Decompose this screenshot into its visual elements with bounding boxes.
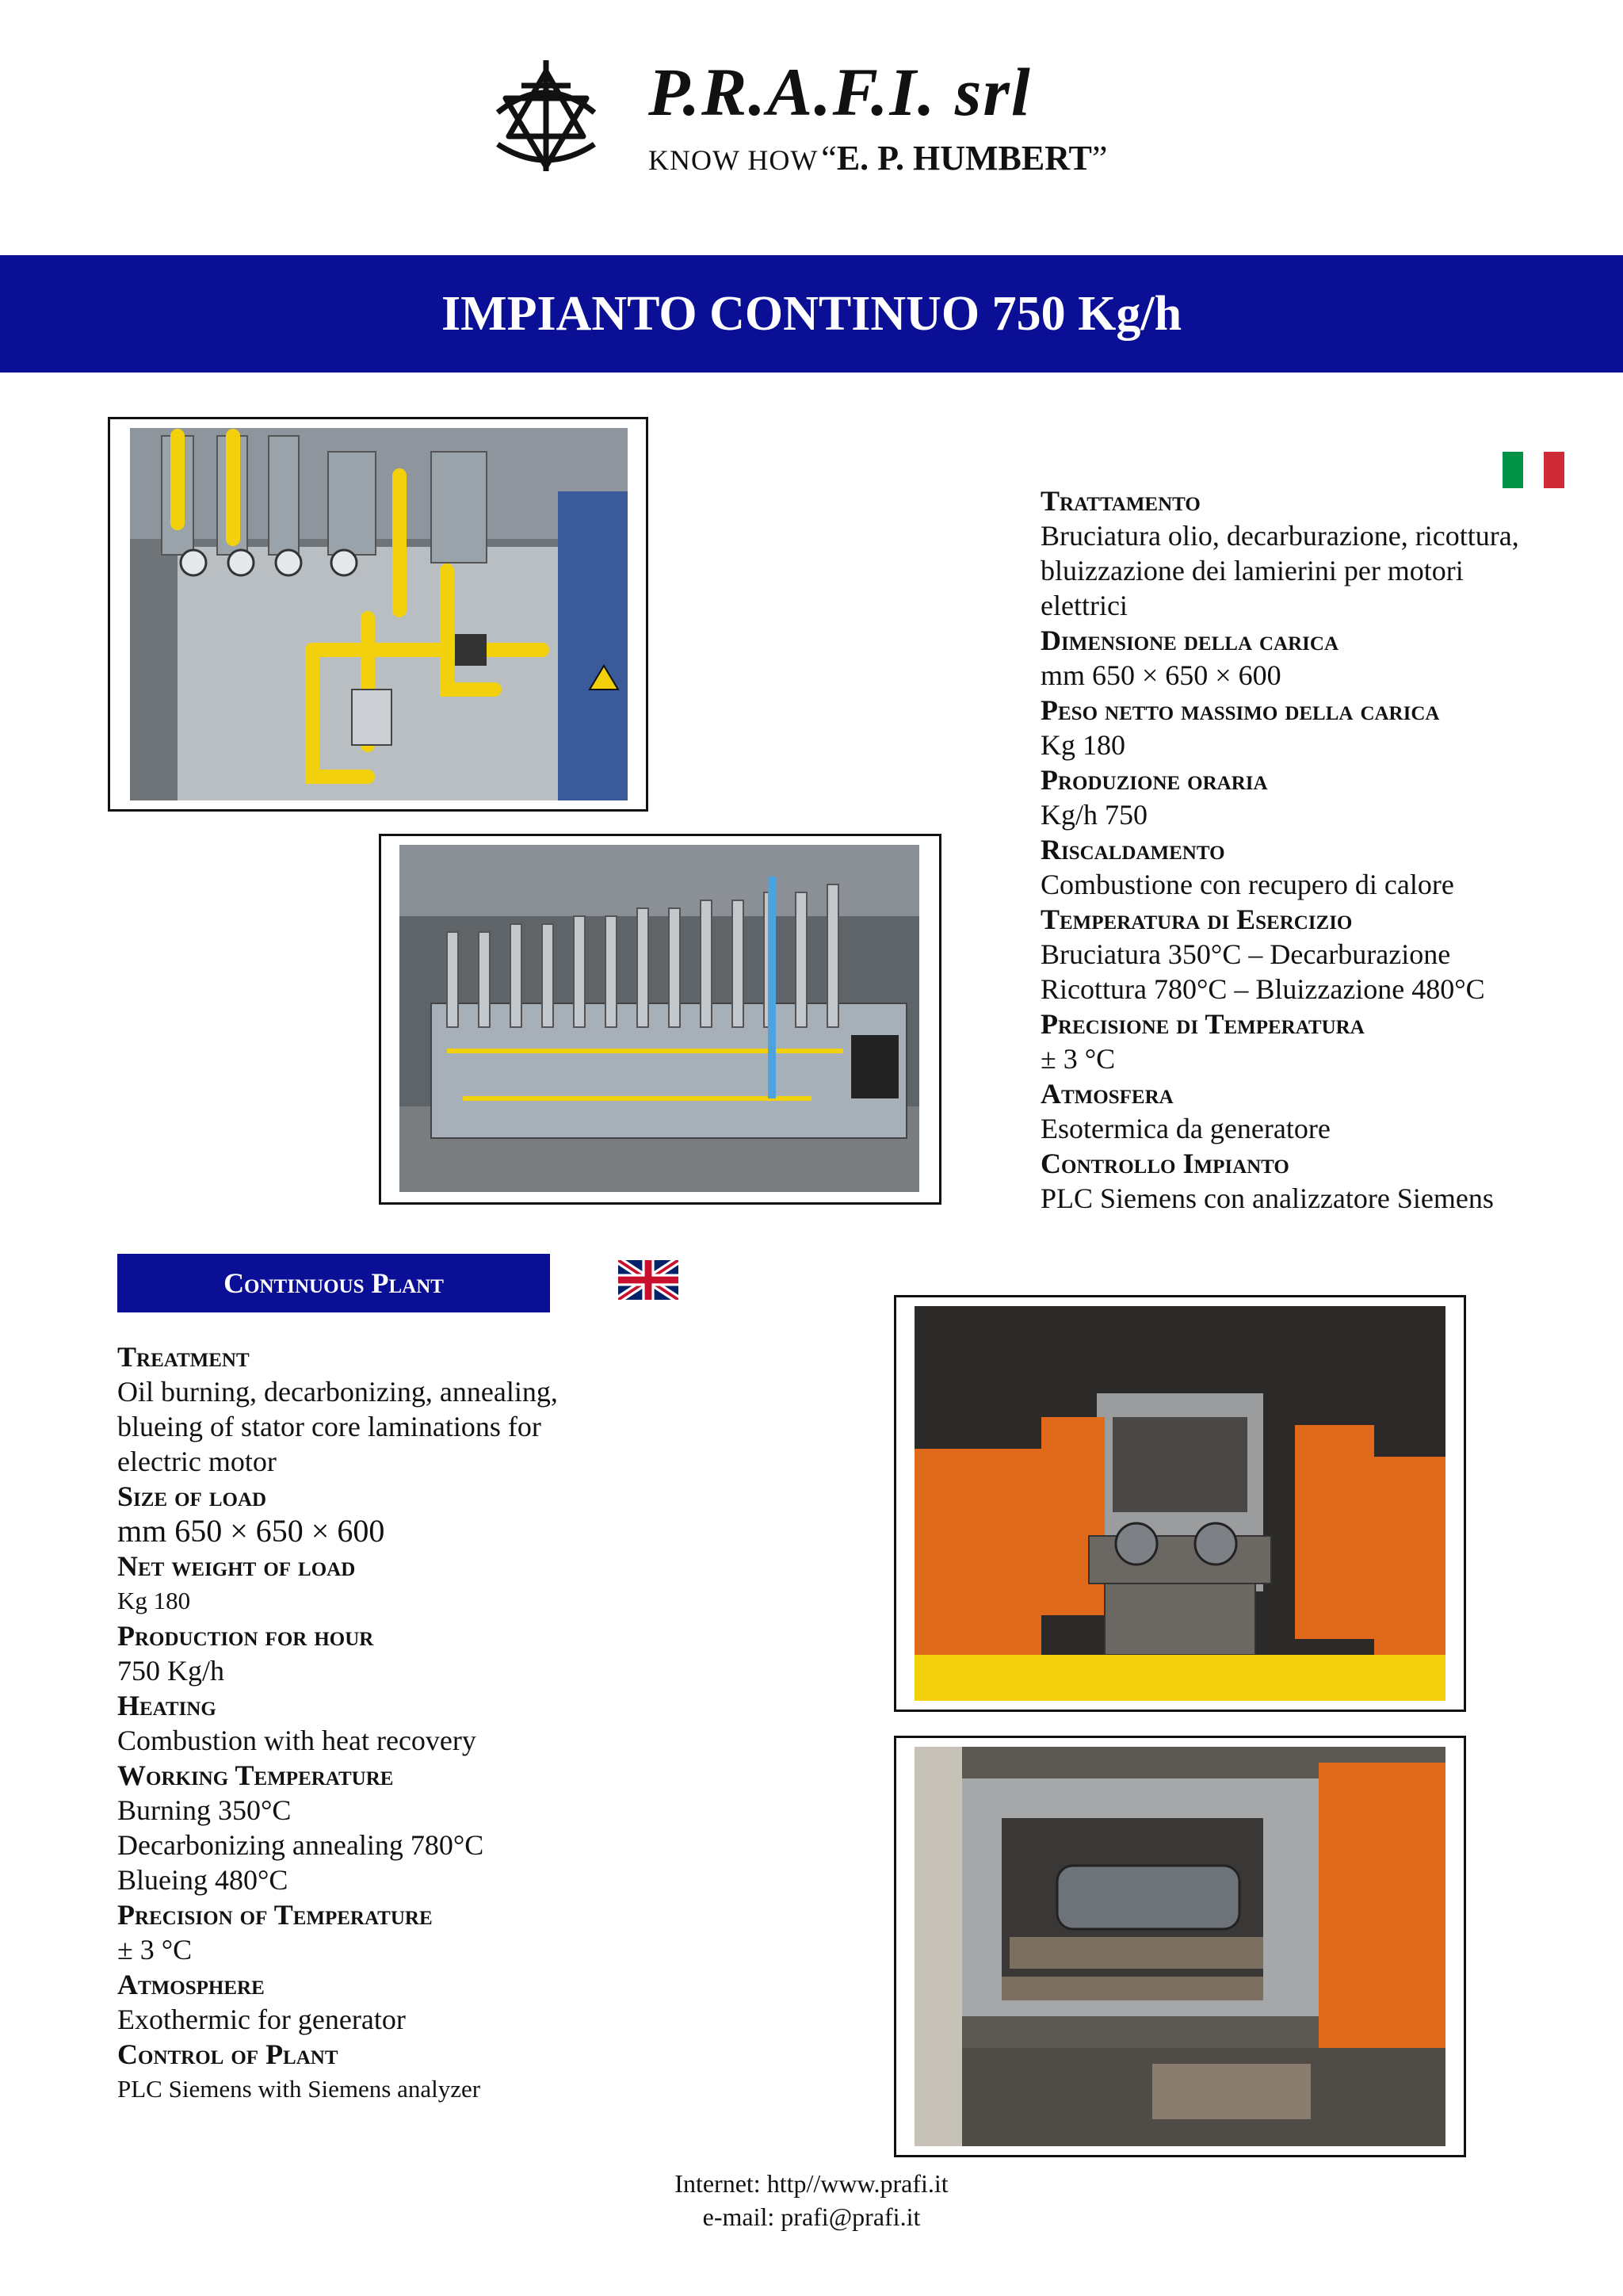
spec-value: Bruciatura olio, decarburazione, ricottura, bbox=[1041, 520, 1519, 552]
open-quote: “ bbox=[821, 139, 837, 178]
spec-label: Production for hour bbox=[117, 1620, 374, 1652]
spec-value: PLC Siemens with Siemens analyzer bbox=[117, 2075, 481, 2103]
company-logo bbox=[490, 57, 602, 176]
know-how-name: E. P. HUMBERT bbox=[836, 139, 1092, 178]
furnace-overview-photo bbox=[399, 845, 919, 1192]
spec-value: Combustion with heat recovery bbox=[117, 1725, 476, 1756]
close-quote: ” bbox=[1091, 139, 1108, 178]
know-how-label: KNOW HOW bbox=[648, 144, 819, 176]
spec-value: blueing of stator core laminations for bbox=[117, 1411, 541, 1442]
spec-value: Exothermic for generator bbox=[117, 2004, 406, 2035]
spec-label: Treatment bbox=[117, 1341, 250, 1373]
spec-value: elettrici bbox=[1041, 590, 1128, 621]
loading-station-photo bbox=[915, 1306, 1445, 1701]
uk-flag-icon bbox=[618, 1260, 678, 1300]
english-spec-list bbox=[117, 1339, 558, 2107]
exit-conveyor-photo bbox=[915, 1747, 1445, 2146]
continuous-plant-band: Continuous Plant bbox=[117, 1254, 550, 1312]
spec-value: Kg 180 bbox=[1041, 729, 1125, 761]
spec-label: Trattamento bbox=[1041, 485, 1201, 517]
spec-value: ± 3 °C bbox=[1041, 1043, 1116, 1075]
spec-value: ± 3 °C bbox=[117, 1934, 193, 1966]
spec-value: mm 650 × 650 × 600 bbox=[117, 1513, 385, 1549]
company-name: P.R.A.F.I. srl bbox=[648, 54, 1032, 130]
spec-label: Precision of Temperature bbox=[117, 1899, 433, 1931]
gas-piping-photo bbox=[130, 428, 628, 800]
spec-label: Net weight of load bbox=[117, 1550, 356, 1582]
spec-label: Heating bbox=[117, 1690, 216, 1721]
spec-label: Temperatura di Esercizio bbox=[1041, 904, 1353, 935]
spec-value: electric motor bbox=[117, 1446, 277, 1477]
footer-email: e-mail: prafi@prafi.it bbox=[702, 2202, 921, 2231]
footer-internet: Internet: http//www.prafi.it bbox=[674, 2169, 949, 2198]
spec-label: Produzione oraria bbox=[1041, 764, 1268, 796]
spec-value: Kg 180 bbox=[117, 1587, 191, 1614]
spec-value: Bruciatura 350°C – Decarburazione bbox=[1041, 938, 1451, 970]
spec-label: Dimensione della carica bbox=[1041, 625, 1338, 656]
page-title: IMPIANTO CONTINUO 750 Kg/h bbox=[441, 287, 1182, 341]
spec-value: Ricottura 780°C – Bluizzazione 480°C bbox=[1041, 973, 1485, 1005]
spec-value: bluizzazione dei lamierini per motori bbox=[1041, 555, 1464, 586]
spec-value: PLC Siemens con analizzatore Siemens bbox=[1041, 1182, 1494, 1214]
spec-label: Atmosphere bbox=[117, 1969, 265, 2000]
spec-label: Size of load bbox=[117, 1480, 267, 1512]
know-how-line bbox=[648, 138, 1107, 178]
spec-label: Working Temperature bbox=[117, 1759, 394, 1791]
spec-label: Peso netto massimo della carica bbox=[1041, 694, 1440, 726]
footer bbox=[0, 2167, 1623, 2233]
spec-label: Precisione di Temperatura bbox=[1041, 1008, 1365, 1040]
spec-value: Burning 350°C bbox=[117, 1794, 292, 1826]
spec-label: Atmosfera bbox=[1041, 1078, 1174, 1110]
spec-label: Riscaldamento bbox=[1041, 834, 1225, 865]
spec-value: Oil burning, decarbonizing, annealing, bbox=[117, 1376, 558, 1408]
spec-value: mm 650 × 650 × 600 bbox=[1041, 659, 1281, 691]
spec-value: Combustione con recupero di calore bbox=[1041, 869, 1454, 900]
spec-value: Decarbonizing annealing 780°C bbox=[117, 1829, 484, 1861]
spec-value: 750 Kg/h bbox=[117, 1655, 224, 1687]
italian-spec-list bbox=[1041, 483, 1519, 1216]
spec-value: Kg/h 750 bbox=[1041, 799, 1148, 831]
spec-label: Controllo Impianto bbox=[1041, 1148, 1289, 1179]
spec-value: Blueing 480°C bbox=[117, 1864, 288, 1896]
spec-label: Control of Plant bbox=[117, 2038, 338, 2070]
spec-value: Esotermica da generatore bbox=[1041, 1113, 1331, 1144]
